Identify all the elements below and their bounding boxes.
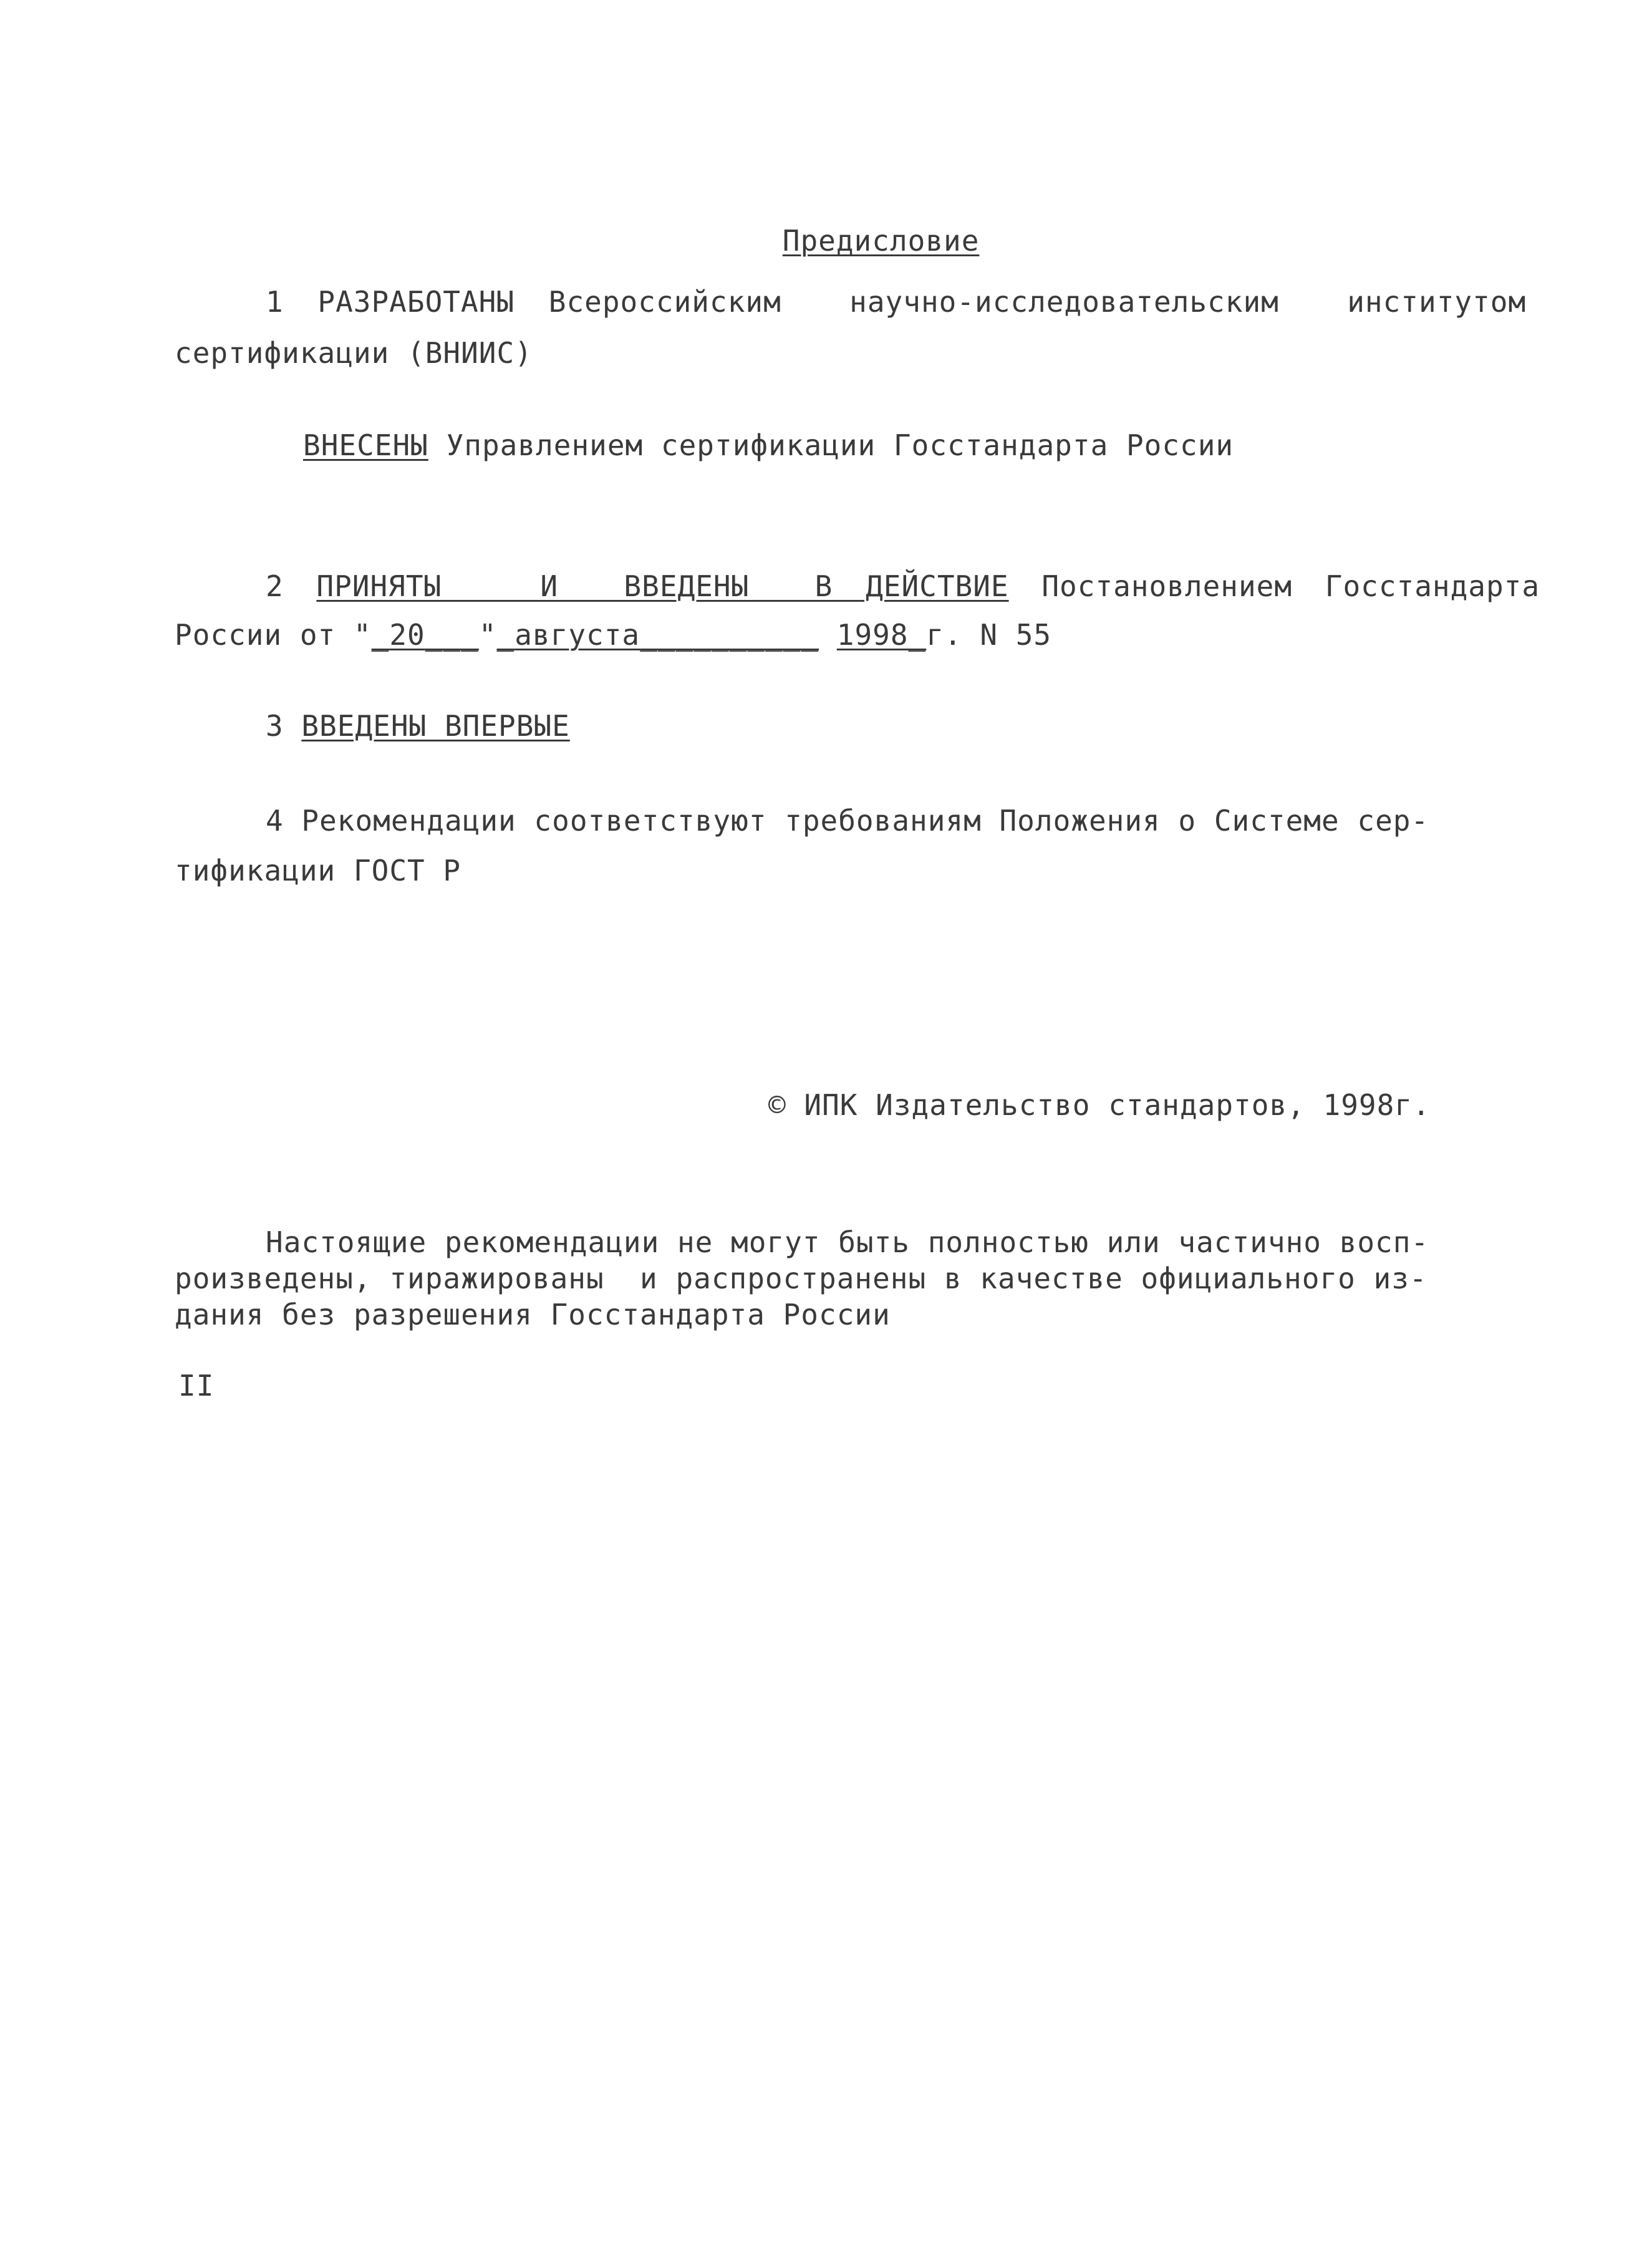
item1-text-line1: Всероссийским научно-исследовательским институтом: [548, 285, 1527, 319]
item1-line3-text: Управлением сертификации Госстандарта России: [446, 428, 1234, 462]
item2-line2-suffix: г. N 55: [926, 618, 1052, 652]
item2-line2-prefix: России от ": [175, 618, 372, 652]
item1-line3: [303, 428, 1234, 463]
page-number: II: [178, 1369, 215, 1403]
item1-text-line2: сертификации (ВНИИС): [175, 336, 533, 370]
item2-day: _20___: [371, 618, 479, 652]
item4-number: 4: [266, 804, 284, 838]
item2-month: _августа__________: [496, 618, 819, 652]
item3-line: [266, 708, 570, 743]
notice-line1: Настоящие рекомендации не могут быть полностью или частично восп-: [266, 1225, 1429, 1259]
item1-number: 1: [266, 285, 284, 319]
item2-year: 1998_: [836, 618, 927, 652]
copyright-line: [768, 1088, 1431, 1123]
item3-number: 3: [266, 709, 284, 743]
item4-text-line1: Рекомендации соответствуют требованиям Положения о Системе сер-: [301, 804, 1429, 838]
item2-number: 2: [266, 569, 284, 603]
item4-line2: [175, 853, 461, 888]
item2-line1: [266, 569, 1540, 604]
item1-line1: [266, 284, 1526, 319]
item1-line3-keyword: ВНЕСЕНЫ: [303, 428, 428, 462]
notice-line3: дания без разрешения Госстандарта России: [175, 1298, 891, 1331]
item4-line1: [266, 803, 1429, 838]
item1-keyword: РАЗРАБОТАНЫ: [317, 285, 515, 319]
item3-keyword: ВВЕДЕНЫ ВПЕРВЫЕ: [301, 709, 570, 743]
item2-line2-mid: ": [478, 618, 497, 652]
page-title: [711, 188, 979, 293]
copyright-text: © ИПК Издательство стандартов, 1998г.: [768, 1088, 1431, 1122]
title-text: Предисловие: [782, 224, 980, 258]
notice-line2: роизведены, тиражированы и распространены в качестве официального из-: [175, 1262, 1427, 1295]
item2-line2: [175, 617, 1051, 652]
item2-keyword: ПРИНЯТЫ И ВВЕДЕНЫ В ДЕЙСТВИЕ: [316, 569, 1009, 603]
item1-line2: [175, 336, 533, 370]
item2-text-line1: Постановлением Госстандарта: [1041, 569, 1540, 603]
item4-text-line2: тификации ГОСТ Р: [175, 854, 461, 887]
